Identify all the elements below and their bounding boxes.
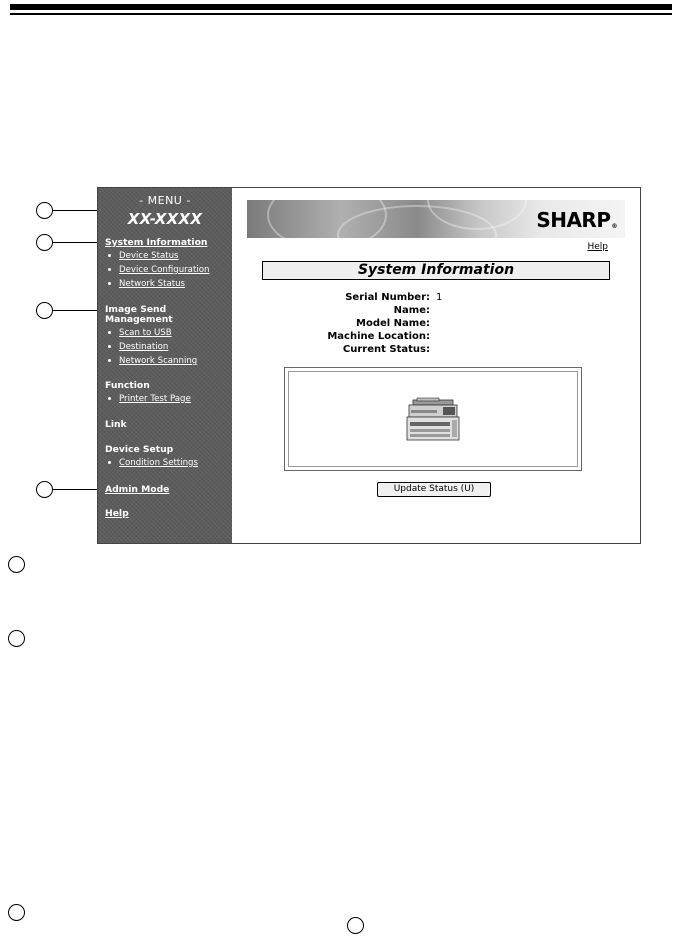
sharp-banner: [247, 200, 625, 238]
sidebar-item-scan-to-usb[interactable]: [108, 328, 172, 338]
sidebar-item-label: Device Configuration: [119, 265, 210, 275]
sidebar-item-device-status[interactable]: [108, 251, 179, 261]
sidebar-section-function: Function: [105, 380, 150, 391]
sidebar-item-system-information[interactable]: System Information: [105, 237, 208, 248]
sidebar-section-link: Link: [105, 419, 127, 430]
bullet-icon: [108, 345, 111, 348]
callout-2: [36, 234, 53, 251]
sidebar-section-image-send-line2: Management: [105, 314, 173, 325]
help-link[interactable]: Help: [587, 242, 608, 252]
update-status-button[interactable]: Update Status (U): [377, 482, 491, 497]
callout-8: [347, 917, 364, 934]
bullet-icon: [108, 268, 111, 271]
sidebar-item-label: Printer Test Page: [119, 394, 191, 404]
info-label: Model Name:: [356, 318, 430, 329]
header-rule-thin: [10, 13, 672, 15]
sharp-logo: SHARP®: [536, 208, 617, 232]
sidebar-item-admin-mode[interactable]: Admin Mode: [105, 484, 170, 495]
info-label: Current Status:: [342, 344, 430, 355]
sidebar-item-network-scanning[interactable]: [108, 356, 197, 366]
sidebar-item-printer-test-page[interactable]: [108, 394, 191, 404]
callout-7: [8, 904, 25, 921]
callout-6: [8, 630, 25, 647]
sidebar-section-device-setup: Device Setup: [105, 444, 174, 455]
sidebar-menu: [98, 188, 232, 543]
menu-title: - MENU -: [139, 194, 191, 207]
bullet-icon: [108, 359, 111, 362]
sidebar-item-network-status[interactable]: [108, 279, 185, 289]
callout-4: [36, 481, 53, 498]
info-value: 1: [436, 292, 443, 303]
sidebar-item-help[interactable]: Help: [105, 508, 129, 519]
sidebar-item-label: Device Status: [119, 251, 179, 261]
info-label: Name:: [393, 305, 430, 316]
printer-icon: [403, 396, 463, 444]
sidebar-item-device-configuration[interactable]: [108, 265, 209, 275]
sidebar-item-destination[interactable]: [108, 342, 168, 352]
bullet-icon: [108, 331, 111, 334]
callout-3: [36, 302, 53, 319]
model-name: XX-XXXX: [127, 210, 203, 228]
sidebar-item-label: Network Scanning: [119, 356, 198, 366]
bullet-icon: [108, 397, 111, 400]
sidebar-item-label: Network Status: [119, 279, 185, 289]
callout-5: [8, 556, 25, 573]
bullet-icon: [108, 282, 111, 285]
sidebar-item-label: Scan to USB: [119, 328, 172, 338]
bullet-icon: [108, 254, 111, 257]
brand-text: SHARP: [536, 208, 611, 232]
bullet-icon: [108, 461, 111, 464]
header-rule-thick: [10, 4, 672, 10]
sidebar-item-label: Condition Settings: [119, 458, 198, 468]
sidebar-item-label: Destination: [119, 342, 169, 352]
info-label: Machine Location:: [327, 331, 430, 342]
callout-1: [36, 202, 53, 219]
info-label: Serial Number:: [345, 292, 430, 303]
sidebar-item-condition-settings[interactable]: [108, 458, 198, 468]
sidebar-section-image-send-line1: Image Send: [105, 304, 167, 315]
status-image-box: [284, 367, 582, 471]
main-content: [232, 188, 640, 543]
browser-window: [97, 187, 641, 544]
page-title: System Information: [262, 261, 610, 280]
